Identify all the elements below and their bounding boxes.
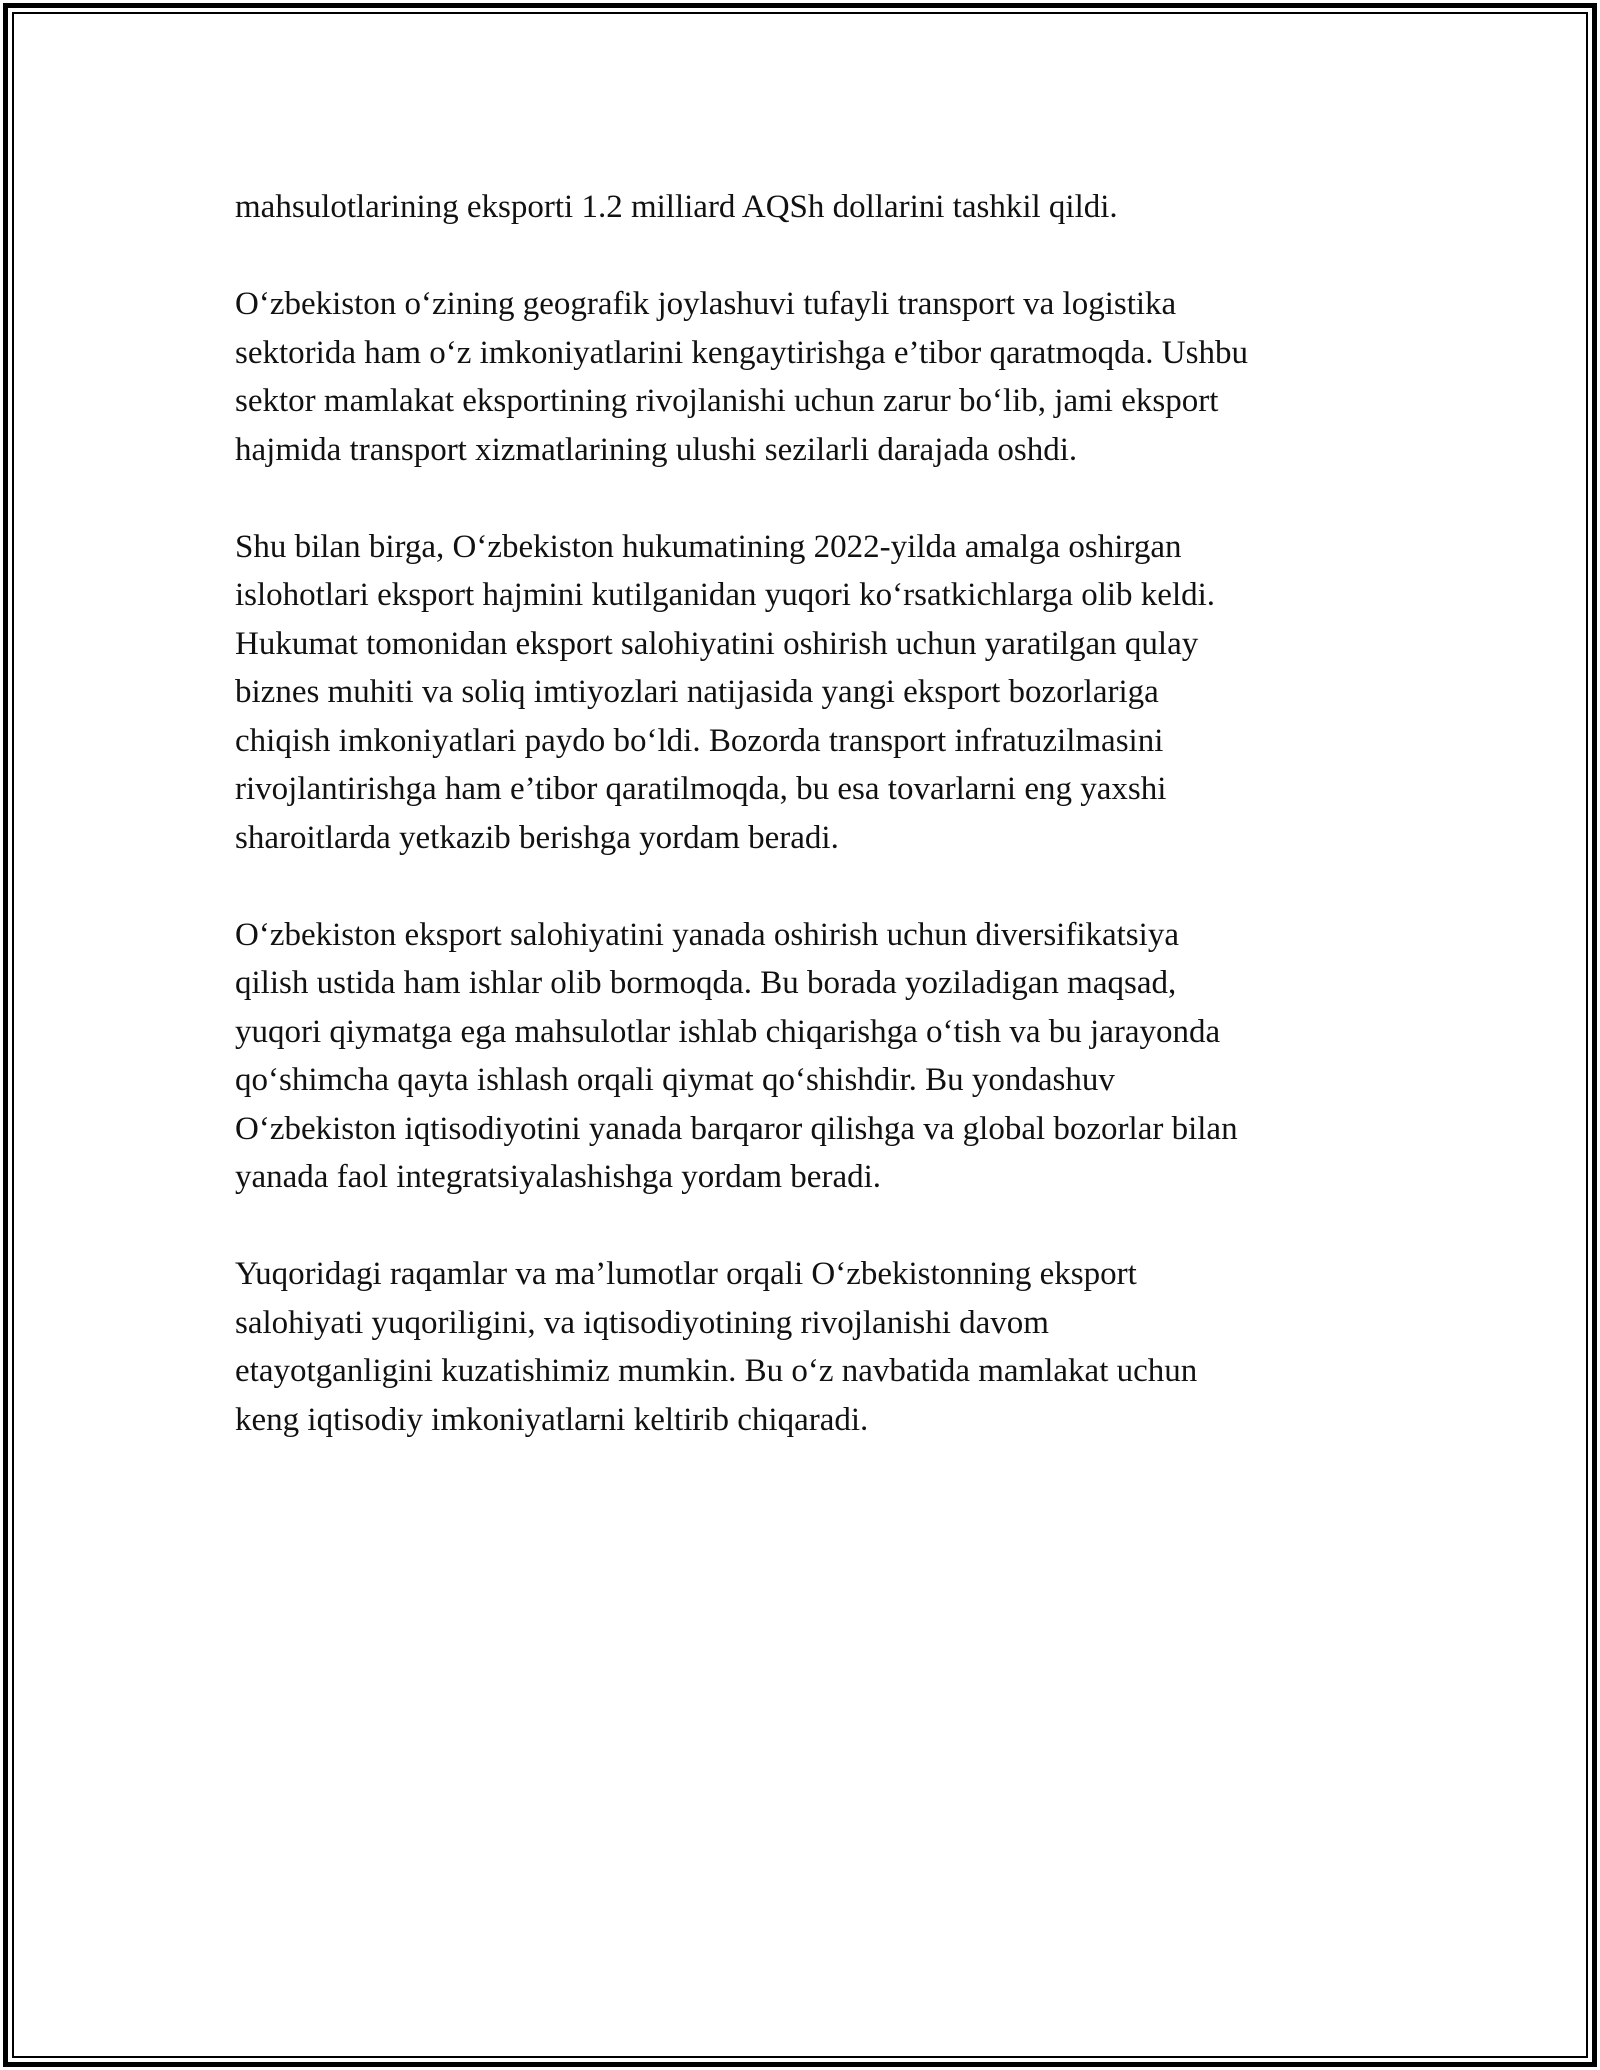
- text-line: salohiyati yuqoriligini, va iqtisodiyotining rivojlanishi davom: [235, 1304, 1049, 1341]
- text-line: O‘zbekiston iqtisodiyotini yanada barqaror qilishga va global bozorlar bilan: [235, 1110, 1238, 1147]
- text-line: sharoitlarda yetkazib berishga yordam beradi.: [235, 819, 839, 856]
- text-line: Shu bilan birga, O‘zbekiston hukumatining 2022-yilda amalga oshirgan: [235, 528, 1182, 565]
- text-line: O‘zbekiston eksport salohiyatini yanada oshirish uchun diversifikatsiya: [235, 916, 1179, 953]
- paragraph-3: [235, 523, 1375, 863]
- text-line: biznes muhiti va soliq imtiyozlari natijasida yangi eksport bozorlariga: [235, 674, 1159, 710]
- text-line: qilish ustida ham ishlar olib bormoqda. Bu borada yoziladigan maqsad,: [235, 965, 1177, 1001]
- text-line: yuqori qiymatga ega mahsulotlar ishlab chiqarishga o‘tish va bu jarayonda: [235, 1013, 1221, 1050]
- text-line: chiqish imkoniyatlari paydo bo‘ldi. Bozorda transport infratuzilmasini: [235, 722, 1164, 759]
- text-line: sektor mamlakat eksportining rivojlanishi uchun zarur bo‘lib, jami eksport: [235, 383, 1219, 419]
- text-line: etayotganligini kuzatishimiz mumkin. Bu o‘z navbatida mamlakat uchun: [235, 1353, 1198, 1389]
- text-line: Yuqoridagi raqamlar va ma’lumotlar orqali O‘zbekistonning eksport: [235, 1256, 1137, 1292]
- text-line: keng iqtisodiy imkoniyatlarni keltirib chiqaradi.: [235, 1401, 869, 1438]
- paragraph-5: [235, 1250, 1375, 1444]
- paragraph-1: [235, 183, 1375, 232]
- text-line: Hukumat tomonidan eksport salohiyatini oshirish uchun yaratilgan qulay: [235, 625, 1199, 662]
- text-line: yanada faol integratsiyalashishga yordam beradi.: [235, 1159, 882, 1195]
- document-body: [235, 183, 1375, 1493]
- paragraph-4: [235, 911, 1375, 1202]
- text-line: sektorida ham o‘z imkoniyatlarini kengaytirishga e’tibor qaratmoqda. Ushbu: [235, 334, 1248, 371]
- text-line: rivojlantirishga ham e’tibor qaratilmoqda, bu esa tovarlarni eng yaxshi: [235, 771, 1167, 807]
- text-line: hajmida transport xizmatlarining ulushi sezilarli darajada oshdi.: [235, 431, 1078, 468]
- text-line: O‘zbekiston o‘zining geografik joylashuvi tufayli transport va logistika: [235, 286, 1177, 322]
- text-line: qo‘shimcha qayta ishlash orqali qiymat qo‘shishdir. Bu yondashuv: [235, 1062, 1115, 1098]
- text-line: mahsulotlarining eksporti 1.2 milliard AQSh dollarini tashkil qildi.: [235, 189, 1118, 225]
- text-line: islohotlari eksport hajmini kutilganidan yuqori ko‘rsatkichlarga olib keldi.: [235, 577, 1216, 613]
- paragraph-2: [235, 280, 1375, 474]
